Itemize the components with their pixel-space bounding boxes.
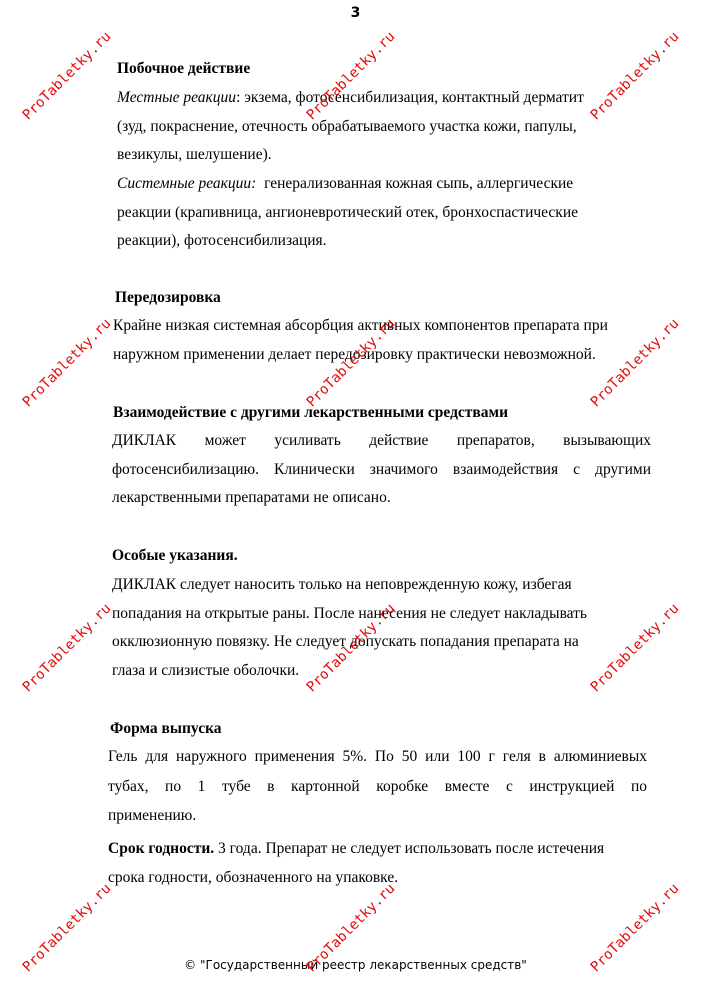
watermark: ProTabletky.ru (303, 880, 399, 976)
local-reactions-label: Местные реакции (117, 89, 237, 106)
footer-copyright: © "Государственный реестр лекарственных средств" (184, 958, 527, 972)
release-form-heading: Форма выпуска (110, 720, 222, 737)
shelf-life-text-1: 3 года. Препарат не следует использовать после истечения (214, 840, 605, 857)
systemic-reactions-label: Системные реакции: (117, 175, 257, 192)
interactions-heading: Взаимодействие с другими лекарственными средствами (113, 404, 509, 421)
release-form-line-2: тубах, по 1 тубе в картонной коробке вместе с инструкцией по (108, 778, 647, 795)
shelf-life-line-2: срока годности, обозначенного на упаковке. (108, 869, 399, 886)
watermark: ProTabletky.ru (587, 600, 683, 696)
watermark: ProTabletky.ru (587, 880, 683, 976)
systemic-reactions-line (117, 174, 573, 194)
page-number: 3 (350, 5, 361, 21)
watermark: ProTabletky.ru (303, 28, 399, 124)
side-effects-heading: Побочное действие (117, 60, 251, 77)
local-reactions-text: : экзема, фотосенсибилизация, контактный дерматит (236, 89, 584, 106)
special-instructions-line-3: окклюзионную повязку. Не следует допускать попадания препарата на (112, 633, 579, 650)
watermark: ProTabletky.ru (19, 315, 115, 411)
systemic-reactions-text: генерализованная кожная сыпь, аллергические (264, 175, 574, 192)
overdose-line-1: Крайне низкая системная абсорбция активных компонентов препарата при (113, 317, 608, 334)
watermark: ProTabletky.ru (587, 28, 683, 124)
local-reactions-text-2: (зуд, покраснение, отечность обрабатываемого участка кожи, папулы, (117, 118, 577, 135)
watermark: ProTabletky.ru (19, 600, 115, 696)
watermark: ProTabletky.ru (587, 315, 683, 411)
watermark: ProTabletky.ru (303, 315, 399, 411)
shelf-life-line-1 (108, 839, 604, 859)
interactions-line-2: фотосенсибилизацию. Клинически значимого взаимодействия с другими (112, 461, 651, 478)
systemic-reactions-text-3: реакции), фотосенсибилизация. (117, 232, 327, 249)
local-reactions-line (117, 88, 584, 108)
local-reactions-text-3: везикулы, шелушение). (117, 146, 272, 163)
interactions-line-3: лекарственными препаратами не описано. (112, 489, 391, 506)
watermark: ProTabletky.ru (19, 28, 115, 124)
watermark: ProTabletky.ru (19, 880, 115, 976)
overdose-heading: Передозировка (115, 289, 221, 306)
overdose-line-2: наружном применении делает передозировку практически невозможной. (113, 346, 596, 363)
special-instructions-line-2: попадания на открытые раны. После нанесения не следует накладывать (112, 605, 588, 622)
release-form-line-1: Гель для наружного применения 5%. По 50 или 100 г геля в алюминиевых (108, 748, 647, 765)
interactions-line-1: ДИКЛАК может усиливать действие препаратов, вызывающих (112, 432, 651, 449)
special-instructions-line-4: глаза и слизистые оболочки. (112, 662, 300, 679)
special-instructions-line-1: ДИКЛАК следует наносить только на неповрежденную кожу, избегая (112, 576, 572, 593)
shelf-life-heading: Срок годности. (108, 840, 215, 857)
release-form-line-3: применению. (108, 807, 197, 824)
special-instructions-heading: Особые указания. (112, 547, 238, 564)
systemic-reactions-text-2: реакции (крапивница, ангионевротический отек, бронхоспастические (117, 204, 579, 221)
watermark: ProTabletky.ru (303, 600, 399, 696)
